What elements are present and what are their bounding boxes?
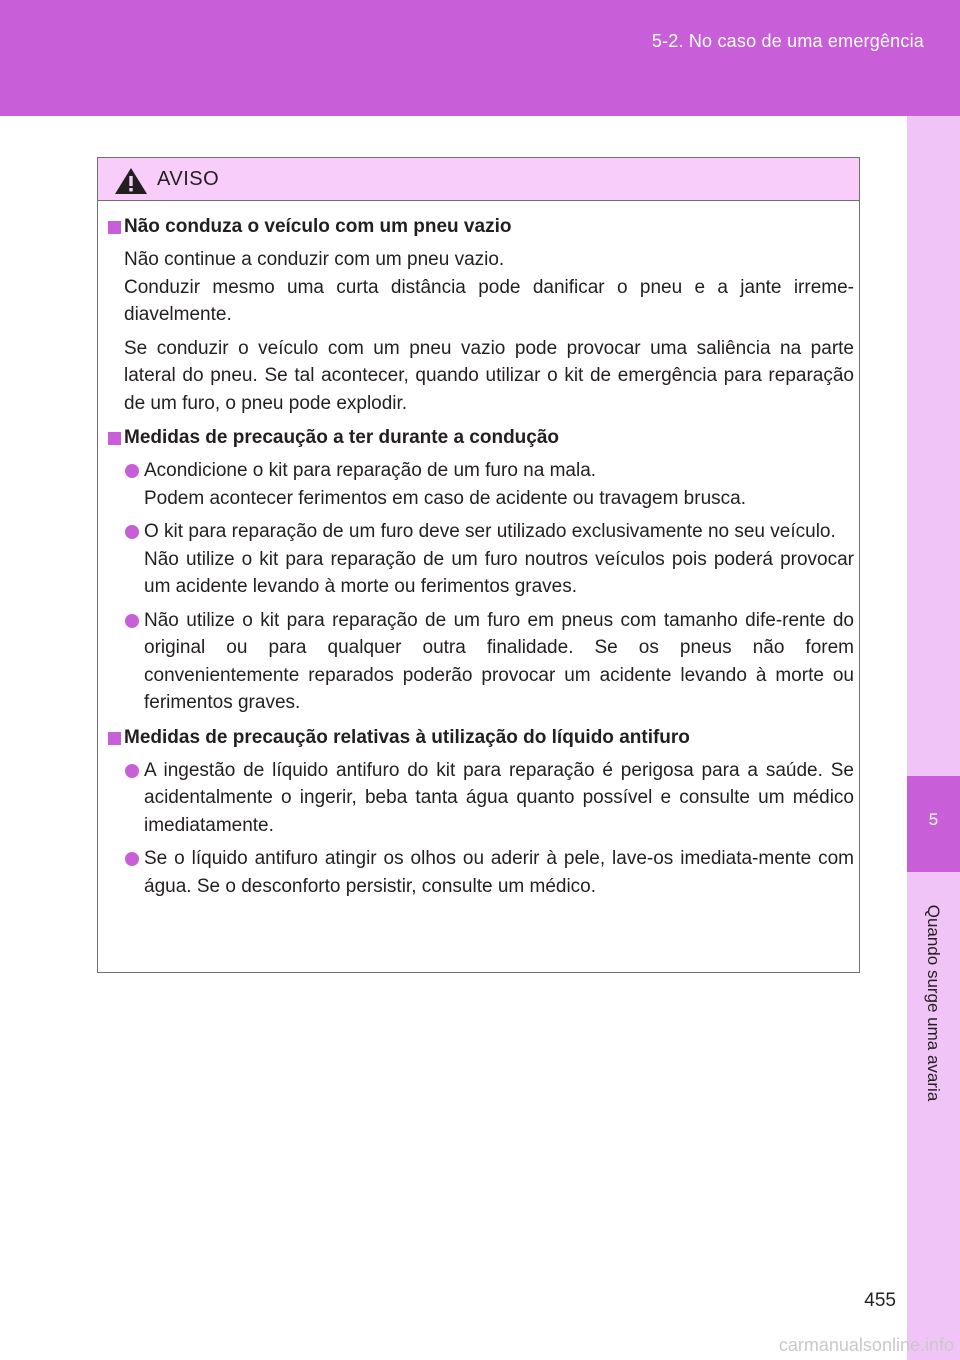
square-bullet-icon	[108, 221, 121, 234]
bullet-item	[144, 757, 854, 840]
warning-triangle-icon	[114, 167, 148, 195]
bullet-line: Podem acontecer ferimentos em caso de acidente ou travagem brusca.	[144, 487, 746, 509]
chapter-side-tab	[907, 116, 960, 1360]
chapter-label: Quando surge uma avaria	[924, 904, 943, 1102]
paragraph: Se conduzir o veículo com um pneu vazio pode provocar uma saliência na parte lateral do pneu. Se tal acontecer, quando utilizar o kit de emergência para reparação de um furo, o pneu pode explodir.	[124, 337, 854, 414]
square-bullet-icon	[108, 432, 121, 445]
round-bullet-icon	[125, 525, 139, 539]
round-bullet-icon	[125, 852, 139, 866]
section-heading	[108, 212, 854, 242]
warning-box	[97, 157, 860, 973]
page-number: 455	[864, 1290, 896, 1311]
bullet-line: Não utilize o kit para reparação de um furo noutros veículos pois poderá provocar um acidente levando à morte ou ferimentos graves.	[144, 548, 854, 597]
square-bullet-icon	[108, 732, 121, 745]
section-heading-text: Não conduza o veículo com um pneu vazio	[124, 216, 512, 237]
bullet-item	[144, 457, 854, 512]
chapter-number: 5	[928, 810, 939, 829]
header-band	[0, 0, 960, 116]
bullet-line: A ingestão de líquido antifuro do kit para reparação é perigosa para a saúde. Se acidentalmente o ingerir, beba tanta água quanto possível e consulte um médico imediatamente.	[144, 759, 854, 836]
warning-body	[108, 212, 854, 906]
bullet-line: O kit para reparação de um furo deve ser utilizado exclusivamente no seu veículo.	[144, 521, 836, 542]
section-heading	[108, 423, 854, 453]
round-bullet-icon	[125, 464, 139, 478]
paragraph-line: Não continue a conduzir com um pneu vazio.	[124, 249, 505, 270]
warning-title: AVISO	[157, 168, 220, 190]
bullet-line: Não utilize o kit para reparação de um furo em pneus com tamanho dife-rente do original ou para qualquer outra finalidade. Se os pneus não forem convenientemente reparados poderão provocar um acidente levando à morte ou ferimentos graves.	[144, 609, 854, 713]
section-title: 5-2. No caso de uma emergência	[651, 31, 924, 51]
section-heading-text: Medidas de precaução a ter durante a condução	[124, 427, 560, 448]
paragraph	[124, 246, 854, 329]
warning-header	[98, 158, 859, 201]
bullet-line: Se o líquido antifuro atingir os olhos ou aderir à pele, lave-os imediata-mente com água. Se o desconforto persistir, consulte um médico.	[144, 848, 854, 897]
section-heading-text: Medidas de precaução relativas à utilização do líquido antifuro	[124, 726, 690, 748]
bullet-item	[144, 518, 854, 601]
section-heading	[108, 723, 854, 753]
bullet-item	[144, 607, 854, 717]
paragraph-line: Conduzir mesmo uma curta distância pode danificar o pneu e a jante irreme-diavelmente.	[124, 276, 854, 325]
watermark: carmanualsonline.info	[778, 1335, 954, 1355]
round-bullet-icon	[125, 764, 139, 778]
bullet-line: Acondicione o kit para reparação de um furo na mala.	[144, 460, 597, 481]
bullet-item	[144, 845, 854, 900]
round-bullet-icon	[125, 614, 139, 628]
